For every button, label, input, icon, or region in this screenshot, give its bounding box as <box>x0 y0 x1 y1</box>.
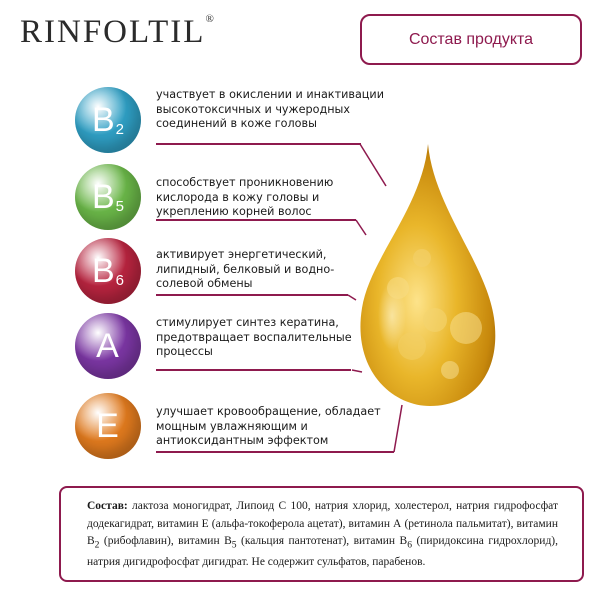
vitamin-subscript: 6 <box>115 271 125 289</box>
composition-text-3: (кальция пантотенат), витамин <box>240 535 396 547</box>
vitamin-b6-description: активирует энергетический, липидный, белковый и водно-солевой обмены <box>156 248 335 290</box>
b6-subscript: 6 <box>407 539 412 551</box>
vitamin-a-description: стимулирует синтез кератина, предотвращает воспалительные процессы <box>156 316 352 358</box>
b5-subscript: 5 <box>231 539 237 551</box>
brand-name: RINFOLTIL <box>20 14 206 50</box>
vitamin-b2-description: участвует в окислении и инактивации высокотоксичных и чужеродных соединений в коже головы <box>156 88 384 130</box>
b2-subscript: 2 <box>94 539 100 551</box>
composition-text-4: (пиридоксина гидрохлорид), натрия дигидрофосфат дигидрат. Не содержит сульфатов, парабенов. <box>87 535 559 568</box>
vitamin-e-description: улучшает кровообращение, обладает мощным увлажняющим и антиоксидантным эффектом <box>156 405 381 447</box>
vitamin-letter: A <box>96 327 119 365</box>
vitamin-b5-name <box>224 535 237 551</box>
oil-drop-image <box>330 138 510 418</box>
header-title: Состав продукта <box>408 30 534 48</box>
vitamin-b6-name <box>399 535 412 551</box>
vitamin-letter: E <box>96 407 119 445</box>
vitamin-letter: B <box>91 178 115 216</box>
b2-base: B <box>87 535 95 547</box>
composition-text-2: (рибофлавин), витамин <box>103 535 220 547</box>
b6-base: B <box>399 535 408 547</box>
vitamin-subscript: 2 <box>115 120 125 138</box>
registered-mark: ® <box>205 13 214 25</box>
b5-base: B <box>224 535 232 547</box>
vitamin-letter: B <box>91 252 115 290</box>
composition-label: Состав: <box>87 500 128 512</box>
composition-text: лактоза моногидрат, Липоид С 100, натрия хлорид, холестерол, натрия гидрофосфат додекагидрат, витамин Е (альфа-токоферола ацетат), витамин А (ретинола пальмитат), витамин <box>87 500 558 530</box>
vitamin-letter: B <box>91 101 115 139</box>
vitamin-b5-description: способствует проникновению кислорода в кожу головы и укреплению корней волос <box>156 176 334 218</box>
vitamin-b2-name <box>87 535 100 551</box>
vitamin-subscript: 5 <box>115 197 125 215</box>
composition-box <box>59 486 584 582</box>
